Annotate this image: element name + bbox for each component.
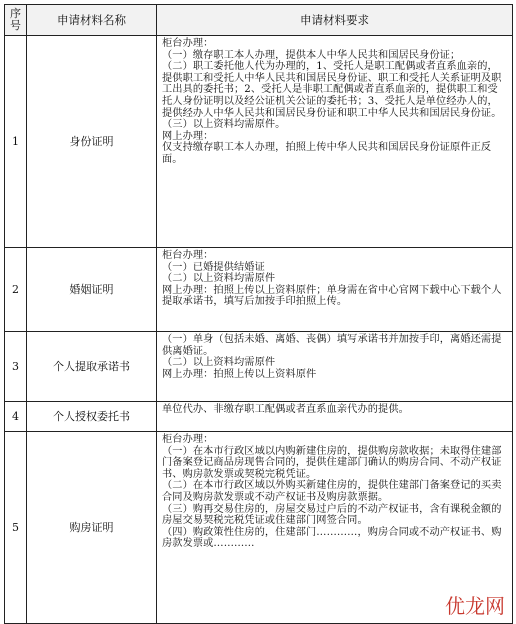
table-header-row (5, 5, 513, 36)
row-index: 1 (5, 36, 27, 248)
requirement-line: （二）以上资料均需原件 (162, 273, 276, 285)
requirement-line: （一）单身（包括未婚、离婚、丧偶）填写承诺书并加按手印，离婚还需提供离婚证。 (162, 334, 502, 357)
row-name: 购房证明 (27, 432, 157, 624)
requirement-line: （四）购政策性住房的，住建部门…………，购房合同或不动产权证书、购房款发票或………… (162, 526, 502, 550)
requirements-table (4, 4, 513, 624)
table-row (5, 432, 513, 624)
table-row (5, 332, 513, 402)
requirement-line: （三）购再交易住房的，房屋交易过户后的不动产权证书，含有课税金额的房屋交易契税完税凭证或住建部门网签合同。 (162, 503, 502, 527)
requirement-line: （一）缴存职工本人办理，提供本人中华人民共和国居民身份证； (162, 49, 461, 61)
requirement-line: 网上办理：拍照上传以上资料原件 (162, 368, 317, 380)
header-name: 申请材料名称 (27, 5, 157, 36)
row-name: 个人授权委托书 (27, 402, 157, 432)
requirement-line: （二）在本市行政区域以外购买新建住房的，提供住建部门备案登记的买卖合同及购房款发票或不动产权证书及购房款票据。 (162, 480, 502, 503)
requirement-line: （二）职工委托他人代为办理的，1、受托人是职工配偶或者直系血亲的，提供职工和受托人中华人民共和国居民身份证、职工和受托人关系证明及职工出具的委托书；2、受托人是非职工配偶或者直系血亲的，提供职工和受托人身份证明以及经公证机关公证的委托书；3、受托人是单位经办人的，提供经办人中华人民共和国居民身份证和职工中华人民共和国居民身份证。 (162, 61, 502, 119)
requirement-line: 网上办理：拍照上传以上资料原件；单身需在省中心官网下载中心下载个人提取承诺书，填写后加按手印拍照上传。 (162, 284, 502, 308)
requirement-line: 柜台办理： (162, 38, 214, 49)
table-row (5, 402, 513, 432)
row-requirement (157, 332, 513, 402)
requirement-line: 网上办理： (162, 130, 214, 142)
requirement-line: 单位代办、非缴存职工配偶或者直系血亲代办的提供。 (162, 404, 409, 415)
requirement-line: （一）在本市行政区域以内购新建住房的，提供购房款收据；未取得住建部门备案登记商品房现售合同的，提供住建部门确认的购房合同、不动产权证书、购房款发票或契税完税凭证。 (162, 445, 502, 480)
row-name: 婚姻证明 (27, 248, 157, 332)
row-index: 4 (5, 402, 27, 432)
requirement-line: （二）以上资料均需原件 (162, 357, 276, 369)
requirement-line: （三）以上资料均需原件。 (162, 119, 286, 131)
row-name: 个人提取承诺书 (27, 332, 157, 402)
row-index: 5 (5, 432, 27, 624)
row-index: 3 (5, 332, 27, 402)
row-name: 身份证明 (27, 36, 157, 248)
row-requirement (157, 36, 513, 248)
table-row (5, 36, 513, 248)
header-requirement: 申请材料要求 (157, 5, 513, 36)
requirement-line: 柜台办理： (162, 434, 214, 445)
requirement-line: （一）已婚提供结婚证 (162, 261, 265, 273)
row-requirement (157, 248, 513, 332)
header-index: 序号 (5, 5, 27, 36)
site-watermark: 优龙网 (442, 590, 508, 619)
table-row (5, 248, 513, 332)
requirement-line: 柜台办理： (162, 250, 214, 261)
requirement-line: 仅支持缴存职工本人办理，拍照上传中华人民共和国居民身份证原件正反面。 (162, 142, 492, 165)
row-index: 2 (5, 248, 27, 332)
row-requirement (157, 402, 513, 432)
